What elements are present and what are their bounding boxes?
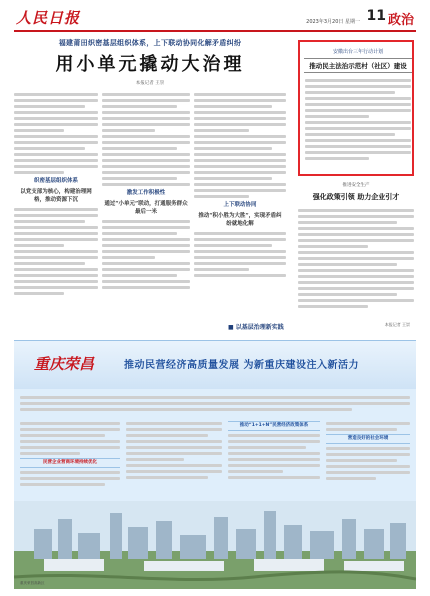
- main-article-column-1: [14, 90, 98, 330]
- feature-photo-caption: 重庆荣昌高新区: [20, 581, 45, 585]
- main-article-kicker: 福建莆田织密基层组织体系，上下联动协同化解矛盾纠纷: [58, 38, 242, 47]
- feature-banner: [14, 341, 416, 389]
- feature-column-3: [228, 419, 320, 499]
- side-article-headline: 强化政策引领 助力企业引才: [312, 193, 400, 201]
- right-column: [296, 40, 416, 332]
- main-article-headline: 用小单元撬动大治理: [55, 54, 245, 75]
- main-article-subhead-2: 激发工作积极性: [126, 190, 166, 196]
- main-article-subhead-1: 织密基层组织体系: [33, 178, 78, 184]
- city-skyline-illustration: [14, 501, 416, 589]
- feature-column-1: [20, 419, 120, 499]
- feature-city-name: 重庆荣昌: [34, 355, 95, 373]
- masthead: [14, 6, 416, 32]
- main-article-pullquote-1: 以党支部为核心，构建治理网格，推动资源下沉: [20, 189, 92, 203]
- highlighted-article-box[interactable]: [298, 40, 414, 176]
- main-article-pullquote-2: 通过“小单元”联动，打通服务群众最后一米: [104, 201, 188, 215]
- page-number: 11: [366, 8, 386, 24]
- main-article-column-3: [194, 90, 286, 330]
- section-name: 政治: [387, 13, 414, 28]
- main-article-pullquote-3: 推动“积小胜为大胜”，实现矛盾纠纷就地化解: [198, 213, 282, 227]
- side-article-byline: 本报记者 王崇: [384, 322, 410, 327]
- main-article-subhead-3: 上下联动协同: [223, 202, 257, 208]
- focus-article-headline: 推动民主法治示范村（社区）建设: [304, 58, 412, 73]
- feature-subhead-1: 推动“1+1+N”民营经济政策体系: [228, 421, 320, 431]
- focus-article-body: [305, 76, 411, 172]
- article-series-tag: ■ 以基层治理新实践: [228, 322, 284, 331]
- feature-title: 推动民营经济高质量发展 为新重庆建设注入新活力: [124, 360, 359, 371]
- feature-column-4: [326, 419, 410, 499]
- side-article-kicker: 推进安全生产: [342, 183, 370, 188]
- focus-article-kicker: 安徽出台三年行动计划: [332, 49, 383, 55]
- side-article-body: [298, 206, 414, 324]
- feature-column-2: [126, 419, 222, 499]
- feature-subhead-2: 民营企业营商环境持续优化: [20, 458, 120, 468]
- main-article-byline: 本报记者 王崇: [135, 81, 165, 86]
- feature-subhead-3: 营造良好的社会环境: [326, 434, 410, 444]
- newspaper-logo: 人民日报: [16, 9, 81, 27]
- issue-date: 2023年3月20日 星期一: [306, 19, 360, 25]
- main-article-column-2: [102, 90, 190, 330]
- feature-section: [14, 340, 416, 588]
- feature-lede: [20, 393, 410, 417]
